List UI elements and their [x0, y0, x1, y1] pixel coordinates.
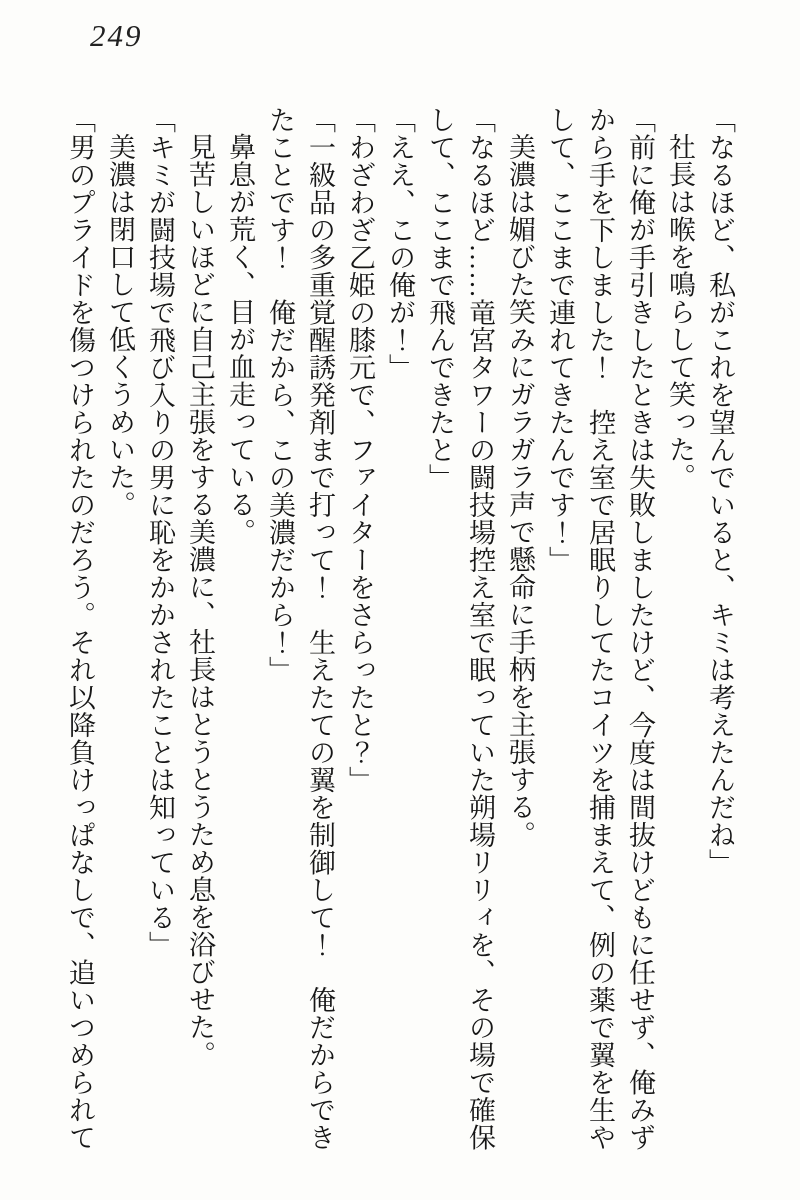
paragraph: 美濃は媚びた笑みにガラガラ声で懸命に手柄を主張する。: [505, 133, 535, 848]
paragraph: 「ええ、この俺が！」: [385, 106, 415, 381]
paragraph: 「一級品の多重覚醒誘発剤まで打って！ 生えたての翼を制御して！ 俺だからできたことです！ 俺だから、この美濃だから！」: [265, 106, 335, 1151]
paragraph: 「なるほど……竜宮タワーの闘技場控え室で眠っていた朔場リリィを、その場で確保して、ここまで飛んできたと」: [425, 106, 495, 1151]
paragraph: 「男のプライドを傷つけられたのだろう。それ以降負けっぱなしで、追いつめられて: [65, 106, 95, 1151]
paragraph: 「なるほど、私がこれを望んでいると、キミは考えたんだね」: [705, 106, 735, 876]
paragraph: 「わざわざ乙姫の膝元で、ファイターをさらったと？」: [345, 106, 375, 794]
page-number: 249: [90, 18, 143, 53]
paragraph: 社長は喉を鳴らして笑った。: [665, 133, 695, 491]
paragraph: 「キミが闘技場で飛び入りの男に恥をかかされたことは知っている」: [145, 106, 175, 959]
paragraph: 「前に俺が手引きしたときは失敗しましたけど、今度は間抜けどもに任せず、俺みずから手を下しました！ 控え室で居眠りしてたコイツを捕まえて、例の薬で翼を生やして、ここまで連れてきたんです！」: [545, 106, 655, 1151]
paragraph: 美濃は閉口して低くうめいた。: [105, 133, 135, 518]
paragraph: 鼻息が荒く、目が血走っている。: [225, 133, 255, 546]
paragraph: 見苦しいほどに自己主張をする美濃に、社長はとうとうため息を浴びせた。: [185, 133, 215, 1068]
vertical-text-block: [58, 106, 740, 1152]
